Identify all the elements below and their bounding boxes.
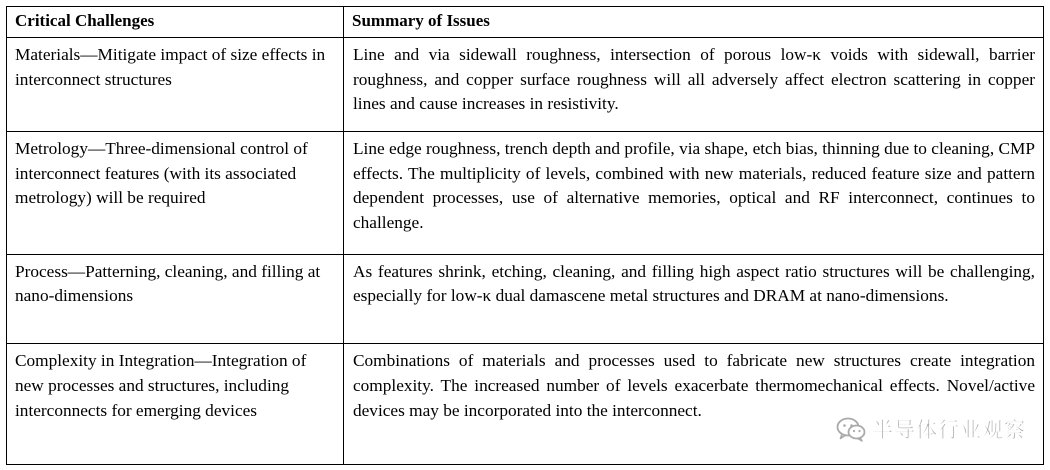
table-header-row: [7, 7, 1044, 38]
watermark-text: 半导体行业观察: [872, 418, 1026, 442]
summary-cell: Line edge roughness, trench depth and profile, via shape, etch bias, thinning due to cleaning, CMP effects. The multiplicity of levels, combined with new materials, reduced feature size and pattern dependent processes, use of alternative memories, optical and RF interconnect, continues to challenge.: [344, 132, 1044, 255]
table-row-process: [7, 254, 1044, 344]
summary-cell: Line and via sidewall roughness, intersection of porous low-κ voids with sidewall, barrier roughness, and copper surface roughness will all adversely affect electron scattering in copper lines and cause increases in resistivity.: [344, 38, 1044, 132]
challenge-cell: Complexity in Integration—Integration of new processes and structures, including interconnects for emerging devices: [7, 344, 344, 465]
challenge-cell: Materials—Mitigate impact of size effects in interconnect structures: [7, 38, 344, 132]
table-row-metrology: [7, 132, 1044, 255]
summary-cell: As features shrink, etching, cleaning, and filling high aspect ratio structures will be challenging, especially for low-κ dual damascene metal structures and DRAM at nano-dimensions.: [344, 254, 1044, 344]
challenges-table-wrapper: [6, 6, 1043, 465]
table-row-materials: [7, 38, 1044, 132]
critical-challenges-table: [6, 6, 1044, 465]
header-summary-of-issues: Summary of Issues: [344, 7, 1044, 38]
table-row-complexity: [7, 344, 1044, 465]
summary-cell: Combinations of materials and processes used to fabricate new structures create integration complexity. The increased number of levels exacerbate thermomechanical effects. Novel/active devices may be incorporated into the interconnect.: [344, 344, 1044, 465]
header-critical-challenges: Critical Challenges: [7, 7, 344, 38]
challenge-cell: Metrology—Three-dimensional control of interconnect features (with its associated metrology) will be required: [7, 132, 344, 255]
challenge-cell: Process—Patterning, cleaning, and filling at nano-dimensions: [7, 254, 344, 344]
